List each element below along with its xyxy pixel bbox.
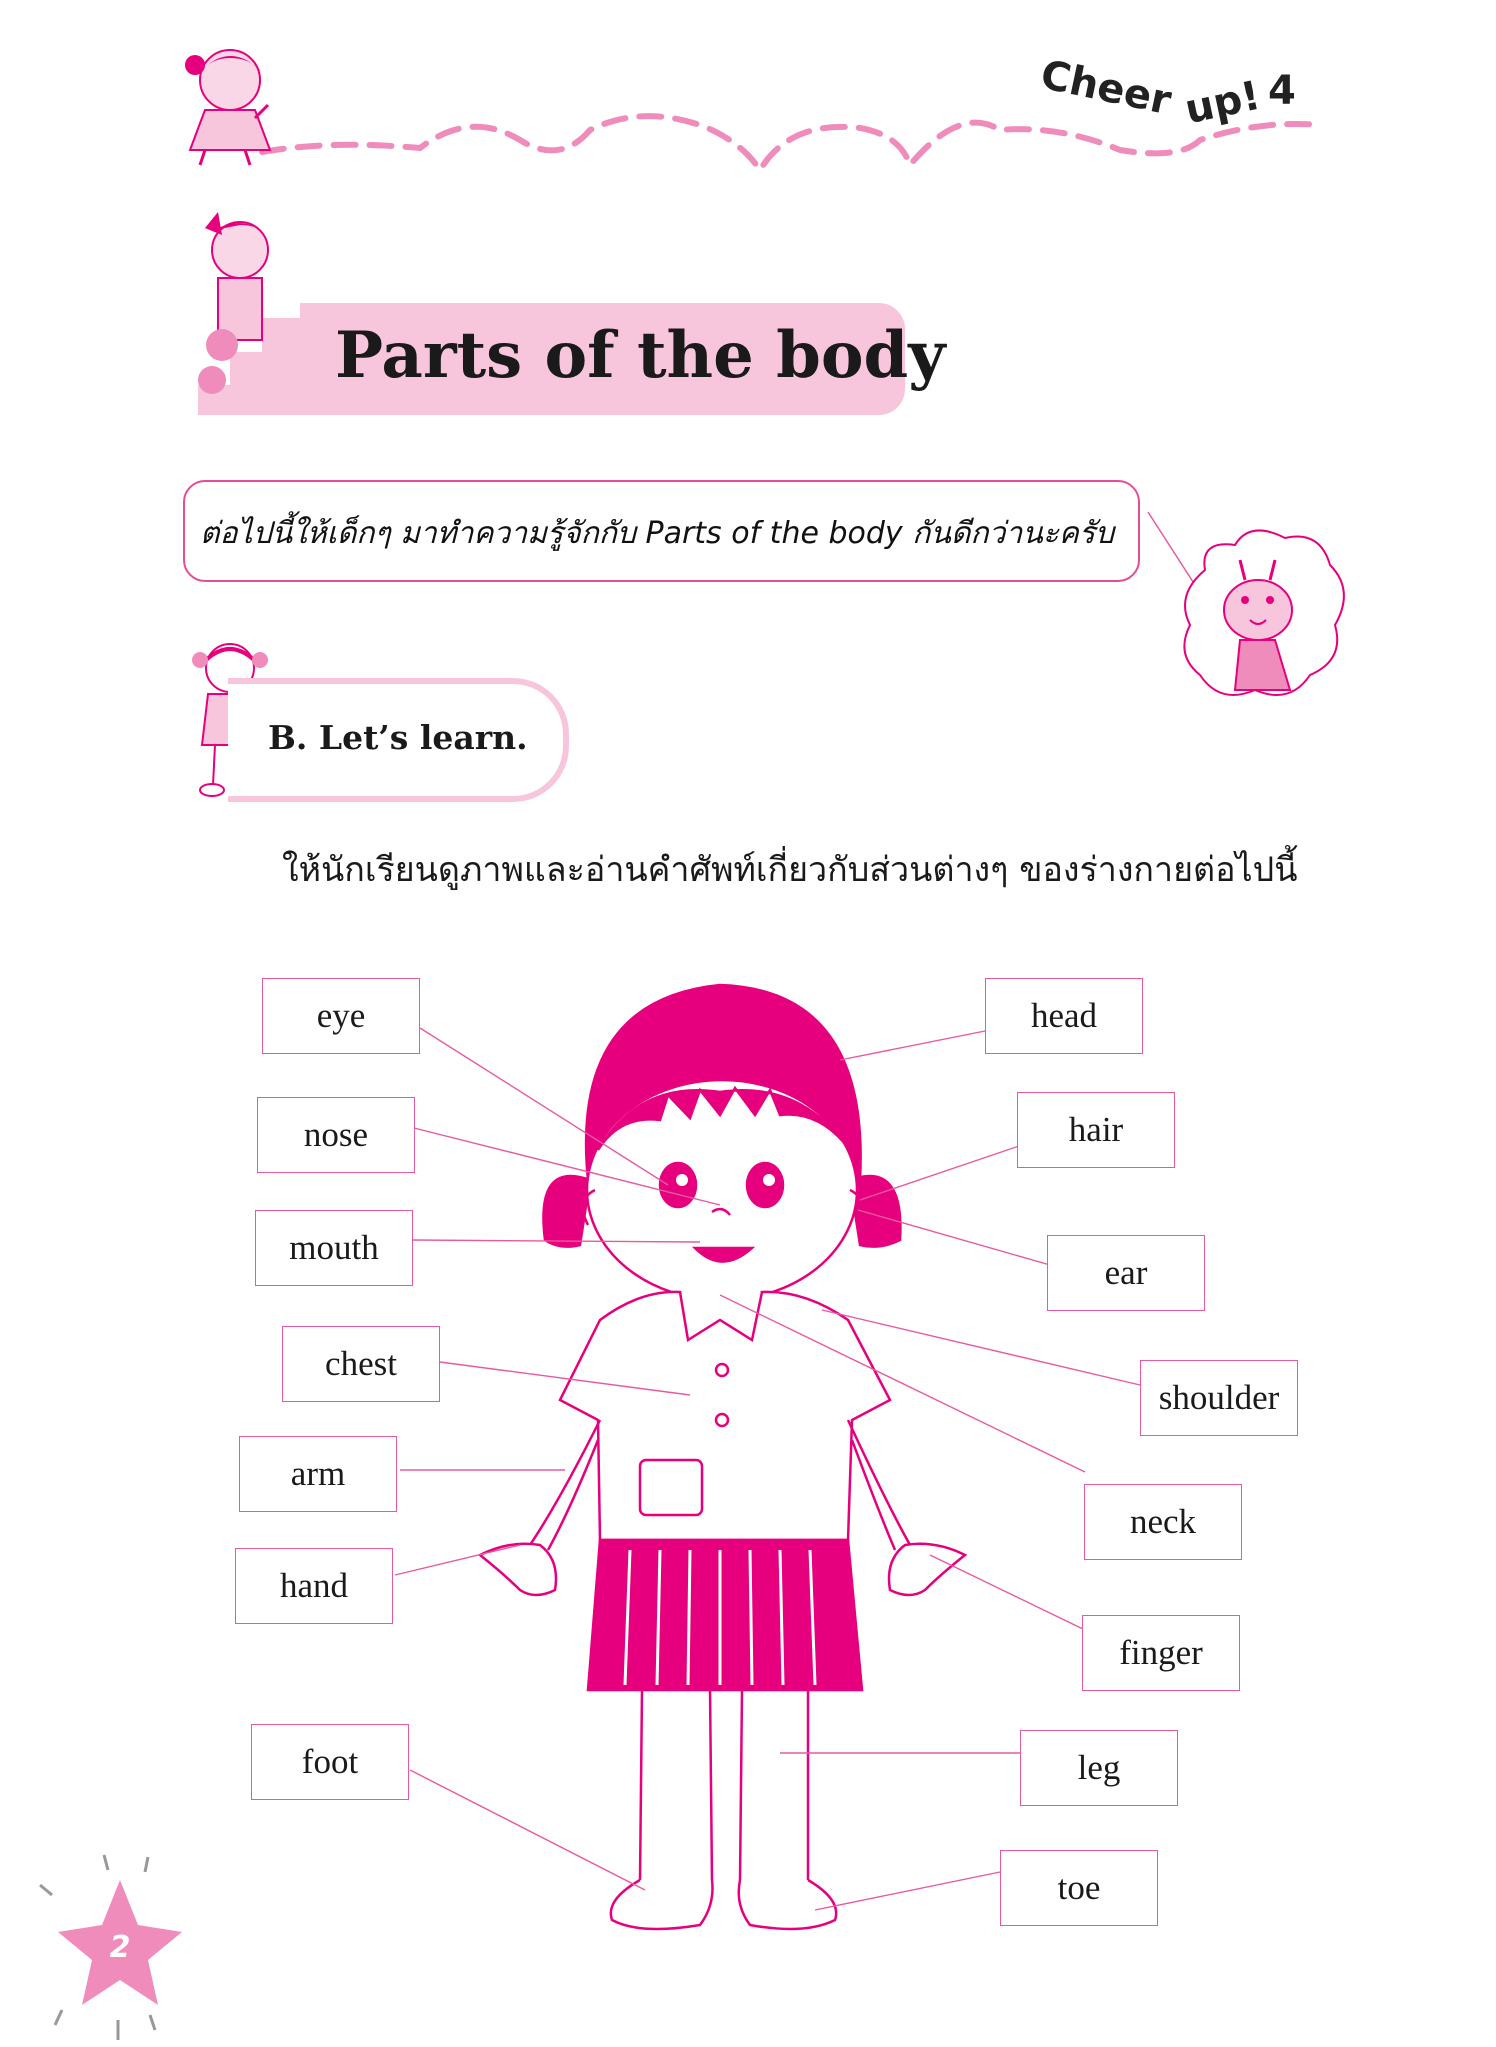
label-head: head xyxy=(985,978,1143,1054)
series-word-cheer: Cheer xyxy=(1036,51,1176,125)
label-hand: hand xyxy=(235,1548,393,1624)
label-foot: foot xyxy=(251,1724,409,1800)
series-number: 4 xyxy=(1268,68,1296,114)
giraffe-thought-bubble-icon xyxy=(1148,512,1344,695)
label-arm: arm xyxy=(239,1436,397,1512)
series-word-up: up! xyxy=(1181,72,1265,134)
label-nose: nose xyxy=(257,1097,415,1173)
girl-climbing-stairs-icon xyxy=(198,212,300,415)
page-number: 2 xyxy=(109,1930,131,1965)
label-shoulder: shoulder xyxy=(1140,1360,1298,1436)
label-leg: leg xyxy=(1020,1730,1178,1806)
label-mouth: mouth xyxy=(255,1210,413,1286)
instruction-text: ให้นักเรียนดูภาพและอ่านคำศัพท์เกี่ยวกับส่วนต่างๆ ของร่างกายต่อไปนี้ xyxy=(282,850,1298,890)
label-hair: hair xyxy=(1017,1092,1175,1168)
label-chest: chest xyxy=(282,1326,440,1402)
girl-body-figure xyxy=(480,985,965,1929)
label-finger: finger xyxy=(1082,1615,1240,1691)
section-title: B. Let’s learn. xyxy=(268,718,528,757)
page-title: Parts of the body xyxy=(335,318,946,393)
series-title xyxy=(1036,51,1340,150)
label-toe: toe xyxy=(1000,1850,1158,1926)
label-neck: neck xyxy=(1084,1484,1242,1560)
girl-running-icon xyxy=(185,50,270,165)
label-ear: ear xyxy=(1047,1235,1205,1311)
intro-text: ต่อไปนี้ให้เด็กๆ มาทำความรู้จักกับ Parts of the body กันดีกว่านะครับ xyxy=(200,516,1115,551)
label-eye: eye xyxy=(262,978,420,1054)
